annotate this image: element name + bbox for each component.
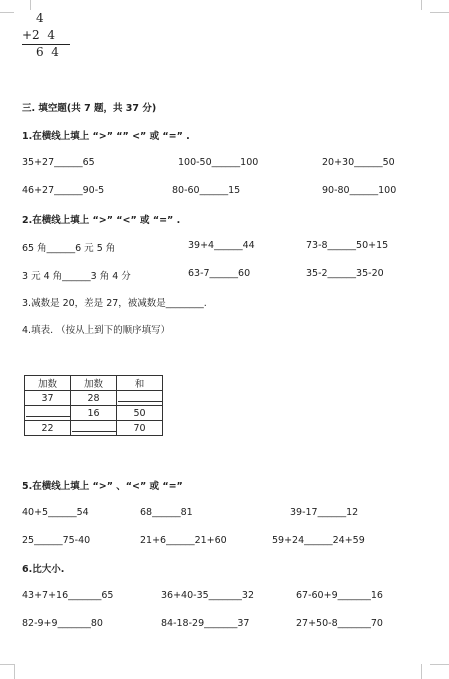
crop-mark [14, 664, 15, 679]
question-4-title: 4.填表. （按从上到下的顺序填写） [22, 325, 171, 336]
crop-mark [430, 664, 449, 665]
table-row [25, 406, 163, 421]
q6-item: 82-9+9_______80 [22, 618, 103, 629]
q5-item: 25______75-40 [22, 535, 91, 546]
q6-item: 67-60+9_______16 [296, 590, 383, 601]
q1-item: 90-80______100 [322, 185, 397, 196]
question-3-text: 3.减数是 20，差是 27，被减数是________. [22, 298, 207, 309]
table-cell: 37 [25, 391, 71, 406]
q1-item: 35+27______65 [22, 157, 95, 168]
q5-item: 68______81 [140, 507, 193, 518]
crop-mark [0, 664, 14, 665]
table-header: 和 [117, 376, 163, 391]
table-header-row [25, 376, 163, 391]
table-cell: 16 [71, 406, 117, 421]
q5-item: 40+5______54 [22, 507, 89, 518]
table-cell-blank [117, 391, 163, 406]
q6-item: 43+7+16_______65 [22, 590, 114, 601]
table-cell-blank [25, 406, 71, 421]
q6-item: 84-18-29_______37 [161, 618, 250, 629]
table-cell: 22 [25, 421, 71, 436]
q6-item: 27+50-8_______70 [296, 618, 383, 629]
vertical-calc-operand: +2 4 [22, 28, 55, 42]
q1-item: 80-60______15 [172, 185, 241, 196]
crop-mark [30, 0, 31, 10]
q2-item: 35-2______35-20 [306, 268, 384, 279]
q2-item: 73-8______50+15 [306, 240, 389, 251]
table-cell: 50 [117, 406, 163, 421]
table-row [25, 391, 163, 406]
table-cell-blank [71, 421, 117, 436]
question-6-title: 6.比大小. [22, 564, 65, 575]
q5-item: 39-17______12 [290, 507, 359, 518]
table-row [25, 421, 163, 436]
q1-item: 46+27______90-5 [22, 185, 105, 196]
vertical-calc-result: 6 4 [36, 45, 59, 59]
q6-item: 36+40-35_______32 [161, 590, 254, 601]
table-cell: 28 [71, 391, 117, 406]
q2-item: 39+4______44 [188, 240, 255, 251]
q2-item: 65 角______6 元 5 角 [22, 243, 116, 254]
q1-item: 20+30______50 [322, 157, 395, 168]
crop-mark [421, 664, 422, 679]
q5-item: 59+24______24+59 [272, 535, 365, 546]
section-title: 三. 填空题(共 7 题，共 37 分) [22, 103, 157, 114]
q1-item: 100-50______100 [178, 157, 259, 168]
crop-mark [0, 12, 14, 13]
question-2-title: 2.在横线上填上 “>” “<” 或 “=” . [22, 215, 181, 226]
crop-mark [430, 12, 449, 13]
crop-mark [421, 0, 422, 10]
table-header: 加数 [25, 376, 71, 391]
vertical-calc-top: 4 [36, 11, 44, 25]
fill-table [24, 375, 163, 436]
table-header: 加数 [71, 376, 117, 391]
q2-item: 3 元 4 角______3 角 4 分 [22, 271, 131, 282]
question-1-title: 1.在横线上填上 “>” “” <” 或 “=” . [22, 131, 190, 142]
q5-item: 21+6______21+60 [140, 535, 227, 546]
table-cell: 70 [117, 421, 163, 436]
question-5-title: 5.在横线上填上 “>” 、“<” 或 “=” [22, 481, 183, 492]
q2-item: 63-7______60 [188, 268, 251, 279]
